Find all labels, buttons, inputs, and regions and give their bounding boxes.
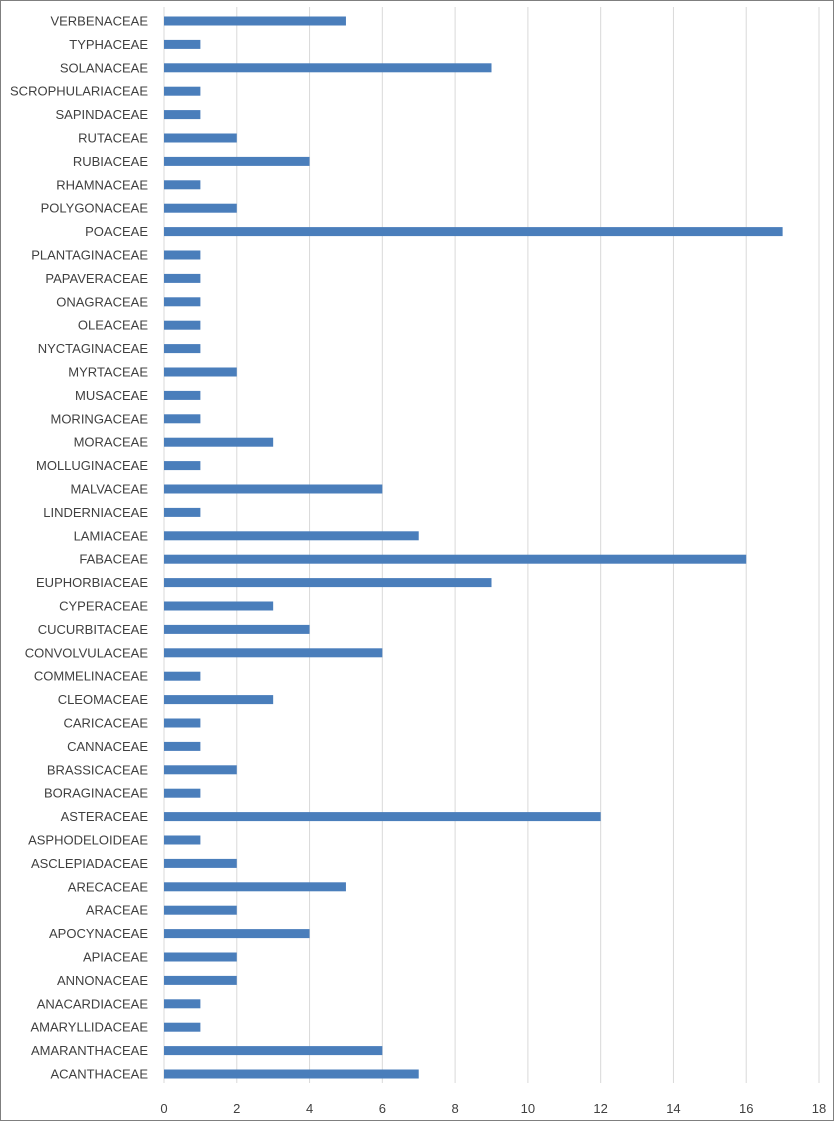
bar-cyperaceae bbox=[164, 602, 273, 611]
category-label-malvaceae: MALVACEAE bbox=[70, 481, 148, 497]
x-axis-tick-labels bbox=[160, 1101, 826, 1116]
bar-acanthaceae bbox=[164, 1070, 419, 1079]
category-label-convolvulaceae: CONVOLVULACEAE bbox=[24, 645, 148, 661]
bar-verbenaceae bbox=[164, 17, 346, 26]
bar-papaveraceae bbox=[164, 274, 200, 283]
x-tick-label: 14 bbox=[666, 1101, 681, 1116]
category-label-euphorbiaceae: EUPHORBIACEAE bbox=[36, 575, 148, 591]
category-label-cyperaceae: CYPERACEAE bbox=[59, 598, 148, 614]
bar-solanaceae bbox=[164, 63, 492, 72]
category-label-scrophulariaceae: SCROPHULARIACEAE bbox=[10, 83, 148, 99]
bar-convolvulaceae bbox=[164, 648, 382, 657]
category-label-moraceae: MORACEAE bbox=[73, 434, 148, 450]
category-label-asteraceae: ASTERACEAE bbox=[60, 809, 148, 825]
bar-amaryllidaceae bbox=[164, 1023, 200, 1032]
category-label-boraginaceae: BORAGINACEAE bbox=[43, 785, 148, 801]
bar-chart bbox=[1, 1, 834, 1122]
category-label-araceae: ARACEAE bbox=[85, 902, 148, 918]
x-tick-label: 10 bbox=[520, 1101, 536, 1116]
bar-fabaceae bbox=[164, 555, 746, 564]
bar-rhamnaceae bbox=[164, 180, 200, 189]
bars bbox=[164, 17, 783, 1079]
category-label-rutaceae: RUTACEAE bbox=[78, 130, 148, 146]
bar-plantaginaceae bbox=[164, 251, 200, 260]
bar-apocynaceae bbox=[164, 929, 310, 938]
bar-araceae bbox=[164, 906, 237, 915]
category-label-annonaceae: ANNONACEAE bbox=[56, 972, 148, 988]
category-label-amaryllidaceae: AMARYLLIDACEAE bbox=[30, 1019, 148, 1035]
bar-sapindaceae bbox=[164, 110, 200, 119]
bar-cleomaceae bbox=[164, 695, 273, 704]
bar-arecaceae bbox=[164, 882, 346, 891]
category-label-sapindaceae: SAPINDACEAE bbox=[55, 107, 148, 123]
category-label-solanaceae: SOLANACEAE bbox=[59, 60, 148, 76]
bar-oleaceae bbox=[164, 321, 200, 330]
x-tick-label: 2 bbox=[233, 1101, 241, 1116]
category-label-verbenaceae: VERBENACEAE bbox=[50, 13, 148, 29]
category-label-commelinaceae: COMMELINACEAE bbox=[33, 668, 148, 684]
category-label-asphodeloideae: ASPHODELOIDEAE bbox=[28, 832, 148, 848]
x-tick-label: 16 bbox=[738, 1101, 754, 1116]
category-label-arecaceae: ARECACEAE bbox=[67, 879, 148, 895]
category-label-caricaceae: CARICACEAE bbox=[63, 715, 148, 731]
category-label-polygonaceae: POLYGONACEAE bbox=[40, 200, 148, 216]
bar-annonaceae bbox=[164, 976, 237, 985]
category-label-onagraceae: ONAGRACEAE bbox=[56, 294, 148, 310]
bar-nyctaginaceae bbox=[164, 344, 200, 353]
bar-myrtaceae bbox=[164, 368, 237, 377]
x-tick-label: 4 bbox=[305, 1101, 314, 1116]
category-label-brassicaceae: BRASSICACEAE bbox=[46, 762, 148, 778]
category-label-nyctaginaceae: NYCTAGINACEAE bbox=[37, 341, 148, 357]
bar-lamiaceae bbox=[164, 531, 419, 540]
category-label-cleomaceae: CLEOMACEAE bbox=[57, 692, 148, 708]
bar-linderniaceae bbox=[164, 508, 200, 517]
category-label-rubiaceae: RUBIACEAE bbox=[72, 153, 148, 169]
bar-caricaceae bbox=[164, 719, 200, 728]
bar-anacardiaceae bbox=[164, 999, 200, 1008]
category-label-asclepiadaceae: ASCLEPIADACEAE bbox=[30, 855, 148, 871]
bar-malvaceae bbox=[164, 485, 382, 494]
x-tick-label: 0 bbox=[160, 1101, 168, 1116]
x-tick-label: 12 bbox=[593, 1101, 608, 1116]
bar-amaranthaceae bbox=[164, 1046, 382, 1055]
category-label-apiaceae: APIACEAE bbox=[82, 949, 148, 965]
bar-cucurbitaceae bbox=[164, 625, 310, 634]
category-label-plantaginaceae: PLANTAGINACEAE bbox=[31, 247, 148, 263]
category-label-fabaceae: FABACEAE bbox=[79, 551, 148, 567]
bar-asclepiadaceae bbox=[164, 859, 237, 868]
bar-apiaceae bbox=[164, 953, 237, 962]
bar-commelinaceae bbox=[164, 672, 200, 681]
x-tick-label: 6 bbox=[378, 1101, 386, 1116]
bar-boraginaceae bbox=[164, 789, 200, 798]
bar-rutaceae bbox=[164, 134, 237, 143]
bar-asteraceae bbox=[164, 812, 601, 821]
bar-brassicaceae bbox=[164, 765, 237, 774]
bar-moraceae bbox=[164, 438, 273, 447]
category-label-papaveraceae: PAPAVERACEAE bbox=[45, 270, 148, 286]
category-label-molluginaceae: MOLLUGINACEAE bbox=[36, 458, 148, 474]
bar-onagraceae bbox=[164, 297, 200, 306]
bar-euphorbiaceae bbox=[164, 578, 492, 587]
category-label-moringaceae: MORINGACEAE bbox=[50, 411, 148, 427]
category-label-acanthaceae: ACANTHACEAE bbox=[50, 1066, 148, 1082]
category-label-oleaceae: OLEACEAE bbox=[77, 317, 148, 333]
category-label-linderniaceae: LINDERNIACEAE bbox=[43, 504, 148, 520]
gridlines bbox=[164, 7, 819, 1083]
x-tick-label: 18 bbox=[811, 1101, 827, 1116]
bar-poaceae bbox=[164, 227, 783, 236]
category-label-cucurbitaceae: CUCURBITACEAE bbox=[37, 621, 148, 637]
bar-scrophulariaceae bbox=[164, 87, 200, 96]
bar-asphodeloideae bbox=[164, 836, 200, 845]
category-labels bbox=[10, 14, 148, 1082]
bar-polygonaceae bbox=[164, 204, 237, 213]
bar-cannaceae bbox=[164, 742, 200, 751]
category-label-musaceae: MUSACEAE bbox=[75, 387, 148, 403]
category-label-anacardiaceae: ANACARDIACEAE bbox=[36, 996, 148, 1012]
category-label-typhaceae: TYPHACEAE bbox=[69, 36, 148, 52]
category-label-apocynaceae: APOCYNACEAE bbox=[49, 926, 148, 942]
category-label-poaceae: POACEAE bbox=[85, 224, 148, 240]
category-label-rhamnaceae: RHAMNACEAE bbox=[56, 177, 148, 193]
bar-rubiaceae bbox=[164, 157, 310, 166]
bar-musaceae bbox=[164, 391, 200, 400]
bar-moringaceae bbox=[164, 414, 200, 423]
x-tick-label: 8 bbox=[451, 1101, 459, 1116]
bar-typhaceae bbox=[164, 40, 200, 49]
category-label-cannaceae: CANNACEAE bbox=[67, 738, 148, 754]
category-label-amaranthaceae: AMARANTHACEAE bbox=[30, 1043, 148, 1059]
category-label-lamiaceae: LAMIACEAE bbox=[73, 528, 148, 544]
bar-molluginaceae bbox=[164, 461, 200, 470]
category-label-myrtaceae: MYRTACEAE bbox=[68, 364, 148, 380]
